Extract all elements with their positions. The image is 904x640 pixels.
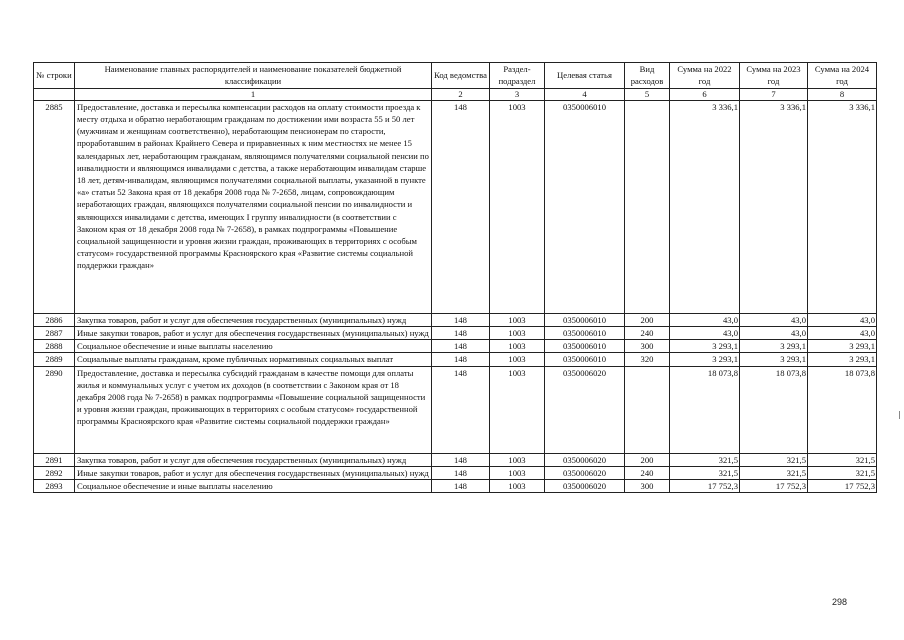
- row-department-code: 148: [432, 326, 490, 339]
- row-name: Социальные выплаты гражданам, кроме публичных нормативных социальных выплат: [75, 353, 432, 366]
- column-index: 5: [625, 89, 670, 101]
- row-number: 2888: [34, 340, 75, 353]
- scan-edge-mark: [899, 411, 900, 419]
- row-sum-2024: 3 293,1: [808, 340, 877, 353]
- row-department-code: 148: [432, 353, 490, 366]
- row-expense-type: 240: [625, 466, 670, 479]
- table-row: [34, 340, 877, 353]
- row-sum-2022: 43,0: [670, 326, 740, 339]
- table-row: [34, 453, 877, 466]
- column-index: 6: [670, 89, 740, 101]
- header-target-article: Целевая статья: [545, 63, 625, 89]
- row-section: 1003: [490, 353, 545, 366]
- row-sum-2022: 17 752,3: [670, 479, 740, 492]
- header-row-number: № строки: [34, 63, 75, 89]
- column-index: 4: [545, 89, 625, 101]
- row-number: 2885: [34, 100, 75, 313]
- row-department-code: 148: [432, 100, 490, 313]
- column-index: 7: [740, 89, 808, 101]
- row-number: 2887: [34, 326, 75, 339]
- row-sum-2022: 3 293,1: [670, 340, 740, 353]
- row-sum-2024: 43,0: [808, 313, 877, 326]
- row-target-article: 0350006020: [545, 453, 625, 466]
- row-sum-2022: 3 336,1: [670, 100, 740, 313]
- row-sum-2023: 17 752,3: [740, 479, 808, 492]
- row-name: Предоставление, доставка и пересылка компенсации расходов на оплату стоимости проезда к месту отдыха и обратно неработающим гражданам по достижении ими возраста 55 и 50 лет (мужчинам и женщинам соответственно), неработающим пенсионерам по старости, проработавшим в районах Крайнего Севера и приравненных к ним местностях не менее 15 календарных лет, неработающим гражданам, являющимся получателями социальной пенсии по инвалидности и являющимся инвалидами с детства, а также неработающим инвалидам старше 18 лет, детям-инвалидам, являющимся получателями социальной выплаты, указанной в пункте «а» статьи 52 Закона края от 18 декабря 2008 года № 7-2658, лицам, сопровождающим неработающих граждан, являющихся получателями социальной пенсии по инвалидности и являющихся инвалидами с детства, имеющих I группу инвалидности (в соответствии с Законом края от 18 декабря 2008 года № 7-2658), в рамках подпрограммы «Повышение социальной защищенности и уровня жизни граждан, проживающих в территориях с особым статусом» государственной программы Красноярского края «Развитие системы социальной поддержки граждан»: [75, 100, 432, 313]
- row-sum-2024: 18 073,8: [808, 366, 877, 453]
- row-name: Закупка товаров, работ и услуг для обеспечения государственных (муниципальных) нужд: [75, 453, 432, 466]
- row-name: Социальное обеспечение и иные выплаты населению: [75, 340, 432, 353]
- row-expense-type: [625, 366, 670, 453]
- column-index: [34, 89, 75, 101]
- row-section: 1003: [490, 100, 545, 313]
- row-sum-2023: 18 073,8: [740, 366, 808, 453]
- row-sum-2023: 3 336,1: [740, 100, 808, 313]
- row-expense-type: 300: [625, 479, 670, 492]
- header-expense-type: Вид расходов: [625, 63, 670, 89]
- row-section: 1003: [490, 466, 545, 479]
- row-target-article: 0350006010: [545, 326, 625, 339]
- row-section: 1003: [490, 313, 545, 326]
- table-row: [34, 466, 877, 479]
- row-sum-2023: 3 293,1: [740, 340, 808, 353]
- row-sum-2022: 321,5: [670, 453, 740, 466]
- row-number: 2889: [34, 353, 75, 366]
- table-row: [34, 326, 877, 339]
- row-department-code: 148: [432, 366, 490, 453]
- table-row: [34, 366, 877, 453]
- column-index: 8: [808, 89, 877, 101]
- row-section: 1003: [490, 453, 545, 466]
- row-name: Предоставление, доставка и пересылка субсидий гражданам в качестве помощи для оплаты жилья и коммунальных услуг с учетом их доходов (в соответствии с Законом края от 18 декабря 2008 года № 7-2658) в рамках подпрограммы «Повышение социальной защищенности и уровня жизни граждан, проживающих в территориях с особым статусом» государственной программы Красноярского края «Развитие системы социальной поддержки граждан»: [75, 366, 432, 453]
- row-name: Иные закупки товаров, работ и услуг для обеспечения государственных (муниципальных) нужд: [75, 326, 432, 339]
- row-sum-2024: 43,0: [808, 326, 877, 339]
- column-index: 1: [75, 89, 432, 101]
- column-index: 3: [490, 89, 545, 101]
- row-section: 1003: [490, 366, 545, 453]
- row-number: 2892: [34, 466, 75, 479]
- row-name: Социальное обеспечение и иные выплаты населению: [75, 479, 432, 492]
- row-department-code: 148: [432, 313, 490, 326]
- header-sum-2024: Сумма на 2024 год: [808, 63, 877, 89]
- row-expense-type: 200: [625, 453, 670, 466]
- row-target-article: 0350006020: [545, 366, 625, 453]
- row-name: Закупка товаров, работ и услуг для обеспечения государственных (муниципальных) нужд: [75, 313, 432, 326]
- row-number: 2893: [34, 479, 75, 492]
- row-department-code: 148: [432, 340, 490, 353]
- row-sum-2024: 3 293,1: [808, 353, 877, 366]
- row-number: 2890: [34, 366, 75, 453]
- table-row: [34, 353, 877, 366]
- row-sum-2022: 321,5: [670, 466, 740, 479]
- row-target-article: 0350006010: [545, 313, 625, 326]
- row-expense-type: [625, 100, 670, 313]
- row-number: 2886: [34, 313, 75, 326]
- row-target-article: 0350006010: [545, 340, 625, 353]
- row-number: 2891: [34, 453, 75, 466]
- row-sum-2023: 43,0: [740, 313, 808, 326]
- row-expense-type: 200: [625, 313, 670, 326]
- row-sum-2024: 321,5: [808, 466, 877, 479]
- row-target-article: 0350006010: [545, 100, 625, 313]
- header-sum-2022: Сумма на 2022 год: [670, 63, 740, 89]
- row-sum-2023: 43,0: [740, 326, 808, 339]
- row-section: 1003: [490, 340, 545, 353]
- row-expense-type: 300: [625, 340, 670, 353]
- row-sum-2024: 17 752,3: [808, 479, 877, 492]
- column-index-row: [34, 89, 877, 101]
- row-sum-2022: 43,0: [670, 313, 740, 326]
- table-row: [34, 313, 877, 326]
- table-row: [34, 100, 877, 313]
- budget-table-page: [33, 62, 876, 493]
- row-expense-type: 240: [625, 326, 670, 339]
- row-sum-2024: 321,5: [808, 453, 877, 466]
- header-section: Раздел-подраздел: [490, 63, 545, 89]
- header-sum-2023: Сумма на 2023 год: [740, 63, 808, 89]
- row-section: 1003: [490, 479, 545, 492]
- header-department-code: Код ведомства: [432, 63, 490, 89]
- row-department-code: 148: [432, 466, 490, 479]
- column-index: 2: [432, 89, 490, 101]
- row-sum-2023: 321,5: [740, 453, 808, 466]
- row-sum-2022: 3 293,1: [670, 353, 740, 366]
- row-department-code: 148: [432, 453, 490, 466]
- row-sum-2023: 3 293,1: [740, 353, 808, 366]
- row-department-code: 148: [432, 479, 490, 492]
- row-sum-2024: 3 336,1: [808, 100, 877, 313]
- table-row: [34, 479, 877, 492]
- header-name: Наименование главных распорядителей и наименование показателей бюджетной классификации: [75, 63, 432, 89]
- row-target-article: 0350006020: [545, 479, 625, 492]
- page-number: 298: [832, 597, 848, 607]
- row-expense-type: 320: [625, 353, 670, 366]
- budget-table: [33, 62, 877, 493]
- row-name: Иные закупки товаров, работ и услуг для обеспечения государственных (муниципальных) нужд: [75, 466, 432, 479]
- row-sum-2023: 321,5: [740, 466, 808, 479]
- row-target-article: 0350006010: [545, 353, 625, 366]
- row-target-article: 0350006020: [545, 466, 625, 479]
- table-header-row: [34, 63, 877, 89]
- row-sum-2022: 18 073,8: [670, 366, 740, 453]
- row-section: 1003: [490, 326, 545, 339]
